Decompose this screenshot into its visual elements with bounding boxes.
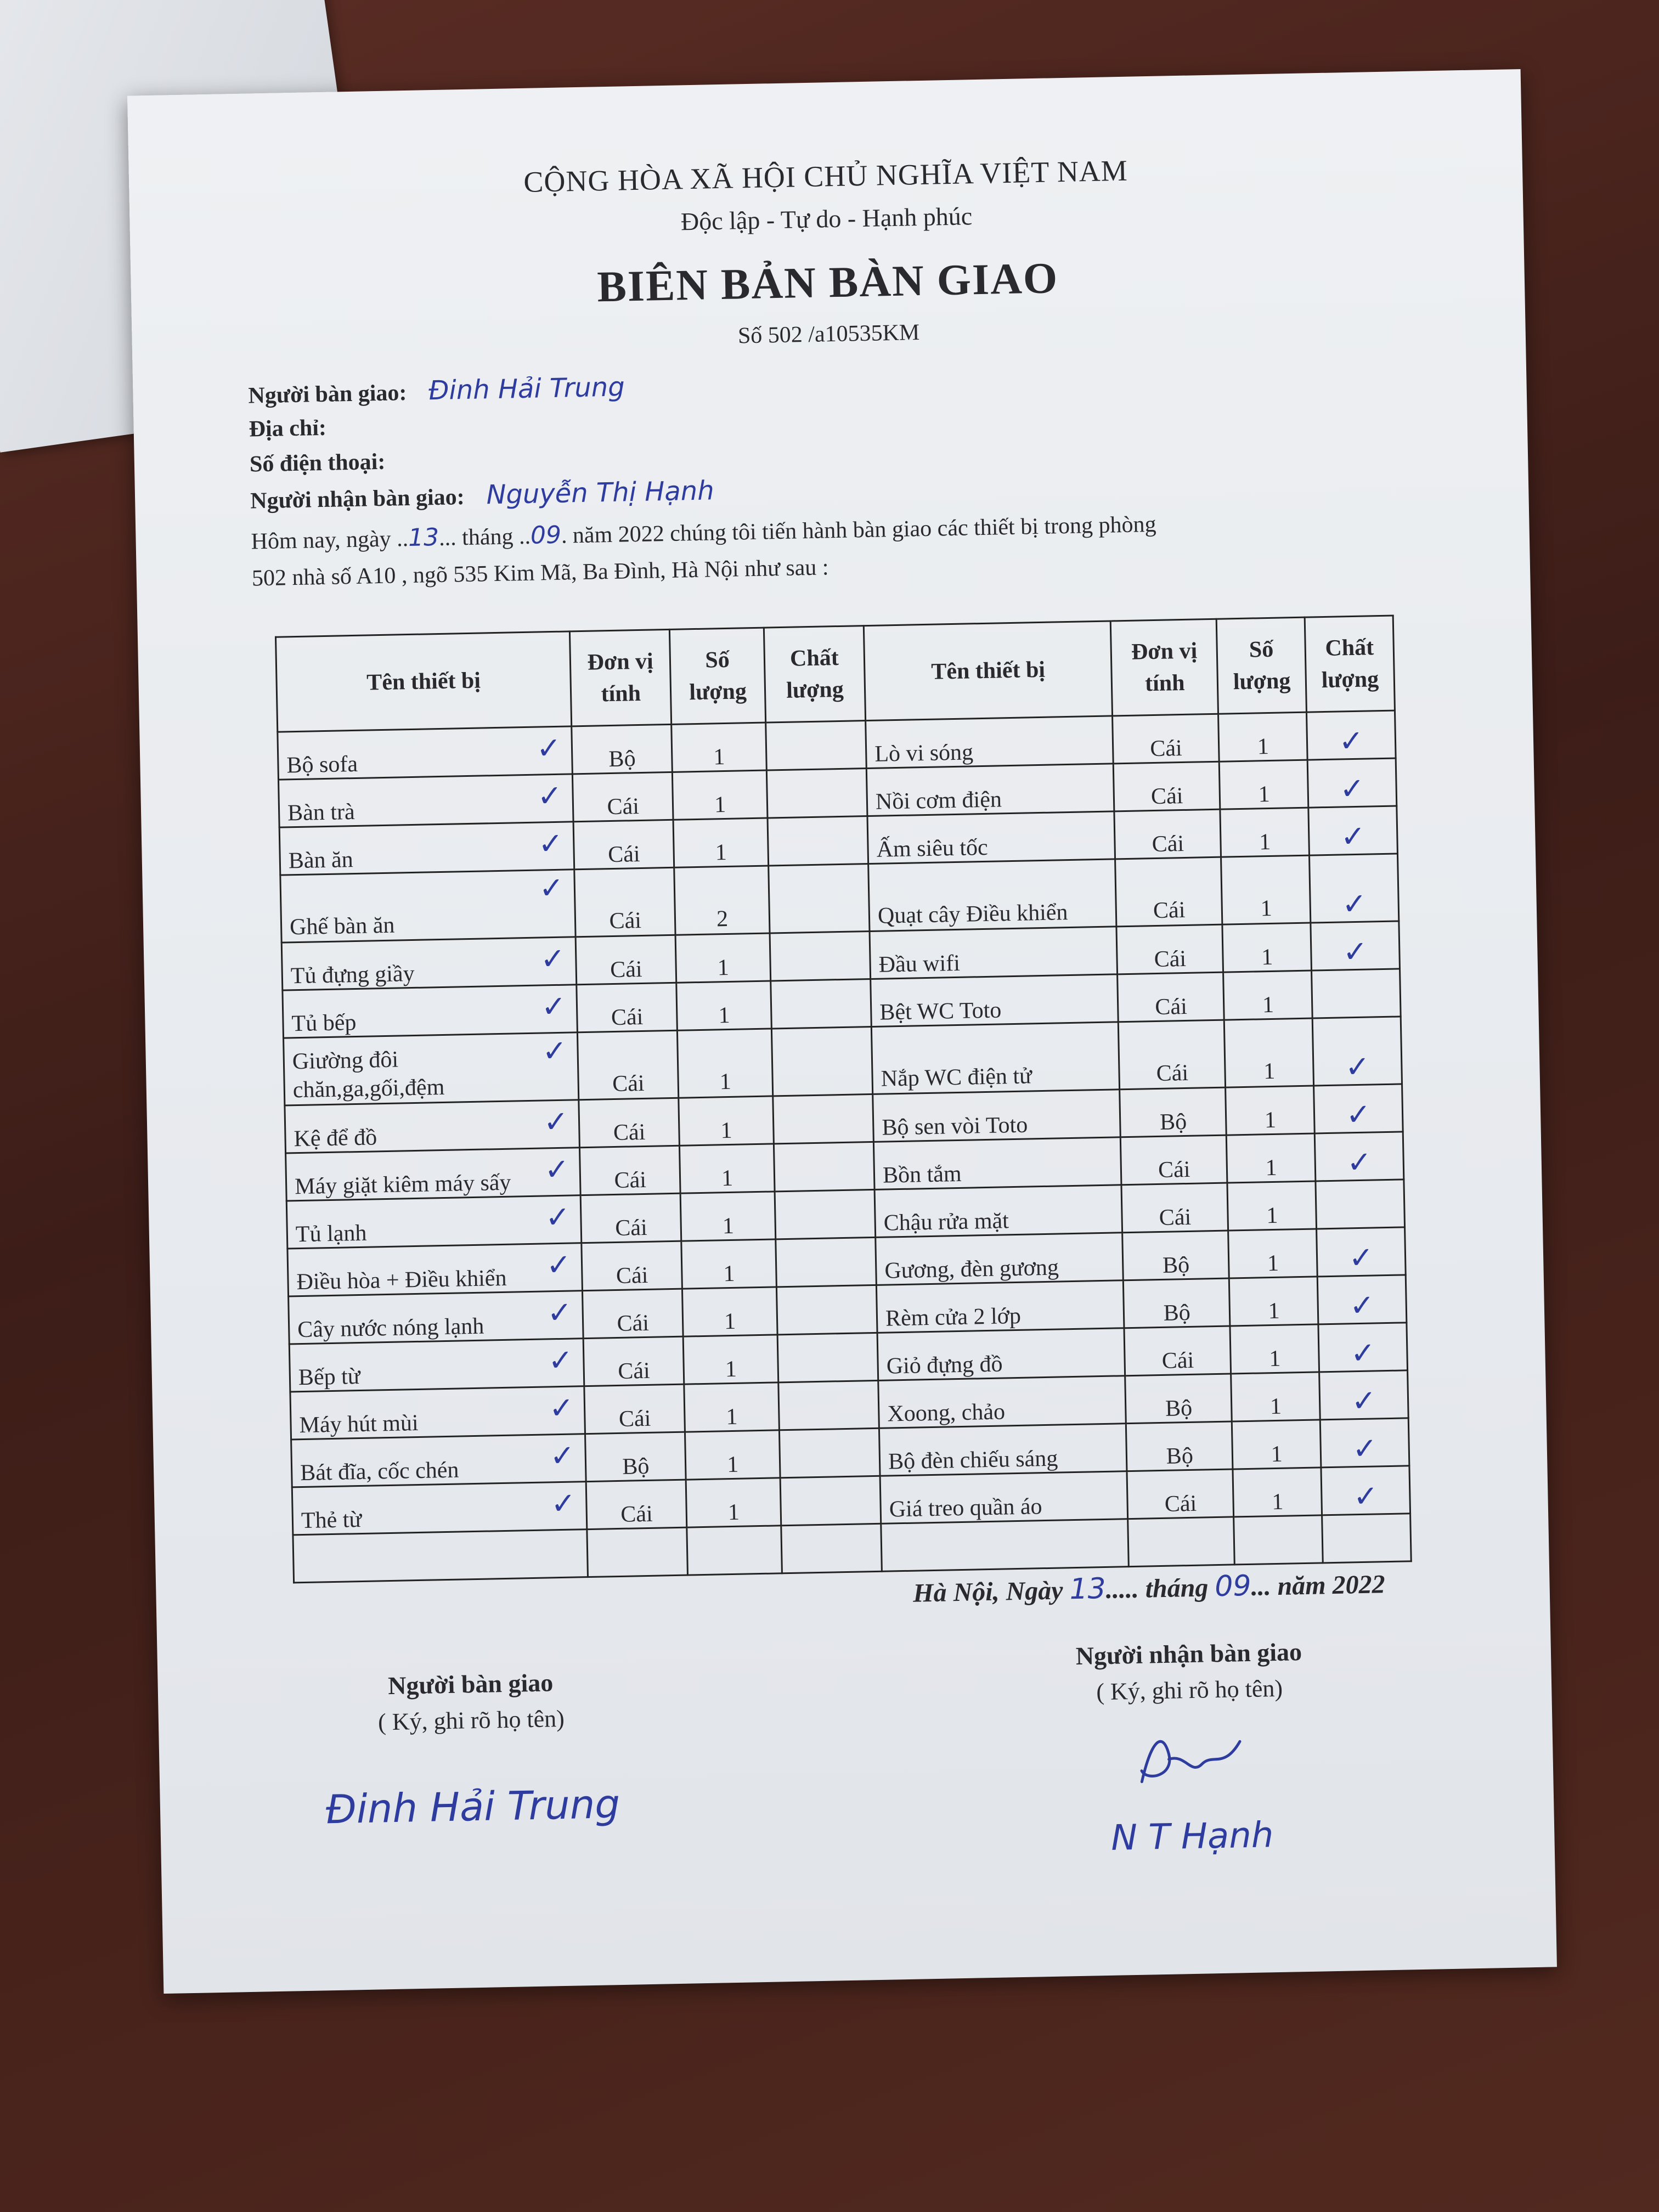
- left-item-unit: Cái: [583, 1336, 684, 1386]
- header-left-unit: Đơn vị tính: [569, 629, 672, 726]
- left-item-qty: 1: [673, 770, 768, 820]
- left-item-label: Máy giặt kiêm máy sấy: [294, 1170, 511, 1200]
- date-text-c: ... năm 2022: [1251, 1570, 1386, 1601]
- right-item-quality: [1316, 1180, 1404, 1229]
- right-item-qty: 1: [1218, 712, 1307, 761]
- left-item-name: [289, 1339, 584, 1392]
- document-title: BIÊN BẢN BÀN GIAO: [596, 254, 1059, 312]
- left-item-qty: 1: [675, 933, 770, 983]
- left-item-qty: 1: [680, 1192, 775, 1241]
- left-item-unit: Cái: [579, 1098, 680, 1147]
- left-item-qty: 1: [681, 1239, 776, 1289]
- receiver-person-value: Nguyễn Thị Hạnh: [486, 475, 715, 511]
- right-item-name: Bồn tắm: [873, 1137, 1121, 1190]
- right-item-name: Lò vi sóng: [866, 716, 1114, 769]
- left-item-quality: [774, 1142, 874, 1191]
- right-item-name: Chậu rửa mặt: [874, 1185, 1122, 1238]
- handover-signature: Đinh Hải Trung: [325, 1781, 620, 1833]
- right-item-name: Bộ sen vòi Toto: [873, 1090, 1121, 1142]
- right-item-qty: 1: [1227, 1181, 1316, 1231]
- left-item-unit: Cái: [572, 772, 673, 821]
- left-item-quality: [765, 721, 866, 770]
- right-item-quality: [1318, 1323, 1408, 1372]
- right-item-qty: 1: [1229, 1277, 1318, 1326]
- intro-line-2: 502 nhà số A10 , ngõ 535 Kim Mã, Ba Đình, Hà Nội như sau :: [251, 555, 829, 591]
- left-item-quality: [768, 816, 868, 866]
- phone-field: [250, 449, 386, 478]
- header-right-name: Tên thiết bị: [864, 621, 1113, 721]
- left-item-label: Tủ lạnh: [295, 1220, 367, 1248]
- right-item-qty: 1: [1226, 1086, 1314, 1135]
- left-item-quality: [771, 979, 872, 1028]
- right-item-qty: 1: [1224, 1018, 1314, 1087]
- check-icon: ✓: [548, 1342, 574, 1378]
- left-item-unit: Cái: [586, 1480, 687, 1529]
- right-item-quality: [1312, 1017, 1402, 1086]
- right-item-qty: 1: [1220, 808, 1309, 857]
- right-item-qty: 1: [1233, 1468, 1322, 1517]
- left-item-quality: [773, 1094, 874, 1143]
- left-item-qty: 1: [682, 1287, 777, 1336]
- check-icon: ✓: [540, 941, 566, 977]
- intro-month: 09: [530, 521, 562, 550]
- left-item-name: [287, 1243, 583, 1296]
- right-item-qty: 1: [1230, 1324, 1319, 1374]
- left-item-name: [279, 774, 574, 827]
- left-item-name: [285, 1100, 580, 1153]
- header-right-qty: Số lượng: [1217, 617, 1307, 714]
- left-item-label: Bàn trà: [287, 799, 356, 826]
- intro-day: 13: [408, 523, 439, 552]
- left-item-unit: [587, 1527, 688, 1577]
- header-left-qty: Số lượng: [670, 628, 766, 724]
- left-item-label: Thẻ từ: [301, 1506, 362, 1534]
- left-item-label: Điều hòa + Điều khiển: [296, 1265, 507, 1295]
- date-month: 09: [1214, 1569, 1252, 1604]
- check-icon: ✓: [1349, 1288, 1375, 1323]
- right-item-unit: Bộ: [1124, 1278, 1231, 1328]
- left-item-name: [279, 822, 574, 875]
- right-item-unit: Bộ: [1125, 1374, 1232, 1424]
- right-item-unit: Bộ: [1126, 1421, 1233, 1471]
- left-item-qty: 1: [679, 1096, 774, 1146]
- left-item-name: [283, 985, 578, 1038]
- right-item-name: Giá treo quần áo: [880, 1471, 1128, 1524]
- right-item-quality: [1314, 1132, 1403, 1181]
- left-item-label: Bàn ăn: [288, 847, 354, 874]
- check-icon: ✓: [1350, 1335, 1376, 1371]
- left-item-qty: 1: [678, 1029, 773, 1098]
- address-label: Địa chỉ:: [249, 415, 327, 442]
- right-item-name: Bộ đèn chiếu sáng: [879, 1424, 1127, 1476]
- left-item-name: [286, 1195, 582, 1249]
- left-item-name: [292, 1482, 587, 1535]
- right-item-unit: Cái: [1114, 761, 1221, 811]
- receiver-signature-title: Người nhận bàn giao: [1075, 1638, 1302, 1671]
- left-item-label: Tủ đựng giầy: [290, 961, 415, 989]
- right-item-unit: Cái: [1121, 1135, 1228, 1185]
- right-item-unit: Cái: [1127, 1469, 1234, 1519]
- left-item-label: Bộ sofa: [286, 751, 358, 778]
- left-item-name: [284, 1032, 579, 1105]
- right-item-name: Giỏ đựng đồ: [877, 1328, 1125, 1381]
- right-item-quality: [1322, 1514, 1412, 1563]
- left-item-label: Cây nước nóng lạnh: [297, 1313, 484, 1343]
- check-icon: ✓: [544, 1152, 570, 1187]
- left-item-qty: [687, 1526, 782, 1575]
- handover-person-field: [248, 371, 625, 409]
- left-item-unit: Cái: [573, 820, 674, 869]
- handover-signature-title: Người bàn giao: [387, 1668, 554, 1700]
- check-icon: ✓: [543, 1104, 569, 1139]
- handover-person-value: Đinh Hải Trung: [428, 371, 625, 407]
- check-icon: ✓: [546, 1247, 572, 1283]
- left-item-unit: Cái: [574, 867, 676, 936]
- right-item-unit: Cái: [1114, 809, 1221, 859]
- receiver-signature-note: ( Ký, ghi rõ họ tên): [1096, 1674, 1283, 1706]
- right-item-unit: Cái: [1113, 714, 1220, 764]
- left-item-name: [281, 937, 577, 990]
- right-item-quality: [1312, 969, 1401, 1018]
- right-item-qty: 1: [1231, 1372, 1320, 1421]
- check-icon: ✓: [546, 1295, 573, 1330]
- left-item-name: [278, 726, 573, 780]
- left-item-qty: 1: [676, 981, 771, 1030]
- header-right-unit: Đơn vị tính: [1111, 619, 1218, 716]
- left-item-label: Bếp từ: [298, 1363, 360, 1391]
- right-item-name: [881, 1519, 1129, 1572]
- place-and-date: [913, 1567, 1385, 1609]
- left-item-label: Ghế bàn ăn: [289, 912, 395, 940]
- right-item-name: Rèm cửa 2 lớp: [876, 1280, 1124, 1333]
- left-item-name: [289, 1291, 584, 1344]
- right-item-quality: [1308, 806, 1398, 855]
- check-icon: ✓: [539, 870, 565, 906]
- intro-text-c: . năm 2022 chúng tôi tiến hành bàn giao các thiết bị trong phòng: [561, 511, 1156, 549]
- left-item-qty: 1: [672, 723, 766, 772]
- right-item-qty: 1: [1228, 1229, 1317, 1278]
- receiver-signature-name: N T Hạnh: [1110, 1815, 1274, 1859]
- left-item-qty: 2: [674, 866, 770, 935]
- left-item-quality: [776, 1285, 877, 1334]
- check-icon: ✓: [541, 1033, 568, 1069]
- right-item-qty: [1234, 1515, 1323, 1565]
- right-item-quality: [1317, 1227, 1406, 1277]
- right-item-unit: Cái: [1116, 924, 1223, 974]
- left-item-label: Kệ để đồ: [294, 1125, 377, 1152]
- left-item-name: [286, 1148, 581, 1201]
- right-item-quality: [1307, 710, 1396, 760]
- right-item-name: Nắp WC điện tử: [871, 1022, 1120, 1094]
- check-icon: ✓: [1346, 1144, 1373, 1180]
- left-item-unit: Cái: [575, 935, 676, 984]
- handover-person-label: Người bàn giao:: [248, 380, 407, 409]
- receiver-signature-block: [1002, 1636, 1379, 1861]
- intro-line-1: [251, 510, 1156, 555]
- left-item-unit: Cái: [583, 1289, 684, 1338]
- check-icon: ✓: [545, 1199, 571, 1235]
- right-item-quality: [1314, 1084, 1403, 1133]
- right-item-unit: Bộ: [1122, 1231, 1229, 1280]
- check-icon: ✓: [1345, 1097, 1372, 1132]
- left-item-label: Giường đôi chăn,ga,gối,đệm: [292, 1047, 445, 1103]
- right-item-quality: [1310, 854, 1399, 923]
- right-item-quality: [1321, 1466, 1410, 1515]
- right-item-quality: [1319, 1370, 1409, 1420]
- right-item-name: Bệt WC Toto: [871, 974, 1119, 1027]
- phone-label: Số điện thoại:: [249, 449, 386, 477]
- left-item-qty: 1: [686, 1478, 781, 1527]
- right-item-quality: [1307, 758, 1396, 808]
- right-item-quality: [1317, 1275, 1407, 1324]
- left-item-qty: 1: [683, 1335, 778, 1384]
- equipment-table: [275, 615, 1412, 1584]
- left-item-name: [291, 1434, 586, 1487]
- left-item-quality: [770, 932, 871, 981]
- right-item-unit: Cái: [1124, 1326, 1231, 1376]
- left-item-quality: [776, 1237, 877, 1286]
- left-item-qty: 1: [685, 1430, 780, 1480]
- check-icon: ✓: [537, 778, 563, 814]
- left-item-quality: [778, 1380, 879, 1430]
- left-item-label: Máy hút mùi: [299, 1410, 419, 1438]
- right-item-quality: [1320, 1418, 1409, 1468]
- right-item-name: Gương, đèn gương: [876, 1233, 1124, 1285]
- intro-text-a: Hôm nay, ngày ..: [251, 526, 409, 555]
- check-icon: ✓: [1338, 723, 1364, 759]
- check-icon: ✓: [1345, 1049, 1370, 1085]
- check-icon: ✓: [1351, 1383, 1377, 1419]
- check-icon: ✓: [549, 1438, 575, 1474]
- right-item-unit: Cái: [1115, 857, 1222, 927]
- receiver-person-label: Người nhận bàn giao:: [250, 484, 465, 514]
- left-item-unit: Cái: [580, 1193, 681, 1243]
- left-item-qty: 1: [680, 1144, 775, 1193]
- left-item-quality: [771, 1026, 873, 1096]
- left-item-quality: [769, 864, 870, 933]
- left-item-qty: 1: [684, 1383, 779, 1432]
- right-item-qty: 1: [1220, 760, 1308, 809]
- right-item-unit: Cái: [1119, 1020, 1226, 1090]
- check-icon: ✓: [549, 1390, 574, 1426]
- right-item-unit: Cái: [1118, 972, 1224, 1022]
- intro-text-b: ... tháng ..: [438, 523, 531, 551]
- address-field: [249, 415, 326, 443]
- date-day: 13: [1069, 1572, 1107, 1606]
- right-item-name: Quạt cây Điều khiển: [868, 859, 1117, 932]
- date-text-b: ..... tháng: [1105, 1573, 1215, 1604]
- check-icon: ✓: [1353, 1479, 1379, 1514]
- left-item-label: Tủ bếp: [291, 1010, 357, 1037]
- left-item-qty: 1: [673, 818, 768, 867]
- left-item-unit: Cái: [577, 983, 678, 1032]
- right-item-quality: [1311, 921, 1400, 970]
- national-motto: Độc lập - Tự do - Hạnh phúc: [680, 202, 973, 236]
- date-text-a: Hà Nội, Ngày: [912, 1576, 1070, 1608]
- right-item-qty: 1: [1222, 923, 1311, 972]
- handover-document: [127, 69, 1557, 1994]
- check-icon: ✓: [1352, 1431, 1378, 1466]
- check-icon: ✓: [550, 1486, 577, 1521]
- right-item-unit: Cái: [1121, 1183, 1228, 1233]
- handover-signature-block: [300, 1666, 643, 1833]
- left-item-quality: [780, 1476, 881, 1525]
- national-title: CỘNG HÒA XÃ HỘI CHỦ NGHĨA VIỆT NAM: [523, 154, 1128, 199]
- check-icon: ✓: [538, 826, 563, 861]
- left-item-name: [290, 1386, 585, 1440]
- receiver-person-field: [250, 475, 714, 515]
- right-item-qty: 1: [1227, 1133, 1316, 1183]
- left-item-quality: [766, 769, 867, 818]
- left-item-unit: Cái: [582, 1241, 682, 1290]
- right-item-name: Đầu wifi: [870, 927, 1118, 979]
- right-item-unit: [1128, 1517, 1235, 1567]
- left-item-unit: Bộ: [585, 1432, 686, 1481]
- left-item-unit: Bộ: [572, 724, 673, 774]
- check-icon: ✓: [541, 989, 567, 1024]
- check-icon: ✓: [1339, 771, 1365, 806]
- left-item-quality: [781, 1523, 882, 1573]
- header-left-name: Tên thiết bị: [276, 631, 572, 732]
- left-item-quality: [777, 1333, 878, 1382]
- check-icon: ✓: [1341, 886, 1367, 922]
- header-left-quality: Chất lượng: [764, 626, 866, 723]
- right-item-unit: Bộ: [1120, 1087, 1227, 1137]
- left-item-label: Bát đĩa, cốc chén: [300, 1457, 459, 1486]
- check-icon: ✓: [1342, 934, 1368, 969]
- check-icon: ✓: [1348, 1240, 1374, 1276]
- left-item-unit: Cái: [580, 1146, 681, 1195]
- right-item-name: Xoong, chảo: [878, 1376, 1126, 1429]
- left-item-quality: [779, 1428, 880, 1477]
- right-item-qty: 1: [1232, 1420, 1321, 1469]
- receiver-signature-scribble: [1108, 1719, 1274, 1799]
- header-right-quality: Chất lượng: [1305, 616, 1395, 712]
- right-item-qty: 1: [1223, 970, 1312, 1020]
- check-icon: ✓: [536, 730, 562, 766]
- right-item-name: Ấm siêu tốc: [867, 811, 1115, 864]
- left-item-name: [293, 1530, 588, 1583]
- left-item-name: [280, 870, 575, 943]
- left-item-unit: Cái: [584, 1384, 685, 1434]
- handover-signature-note: ( Ký, ghi rõ họ tên): [377, 1705, 565, 1736]
- check-icon: ✓: [1340, 819, 1366, 854]
- right-item-name: Nồi cơm điện: [866, 764, 1114, 816]
- left-item-unit: Cái: [577, 1030, 679, 1099]
- left-item-quality: [775, 1189, 876, 1239]
- document-number: Số 502 /a10535KM: [737, 320, 920, 349]
- right-item-qty: 1: [1221, 855, 1311, 924]
